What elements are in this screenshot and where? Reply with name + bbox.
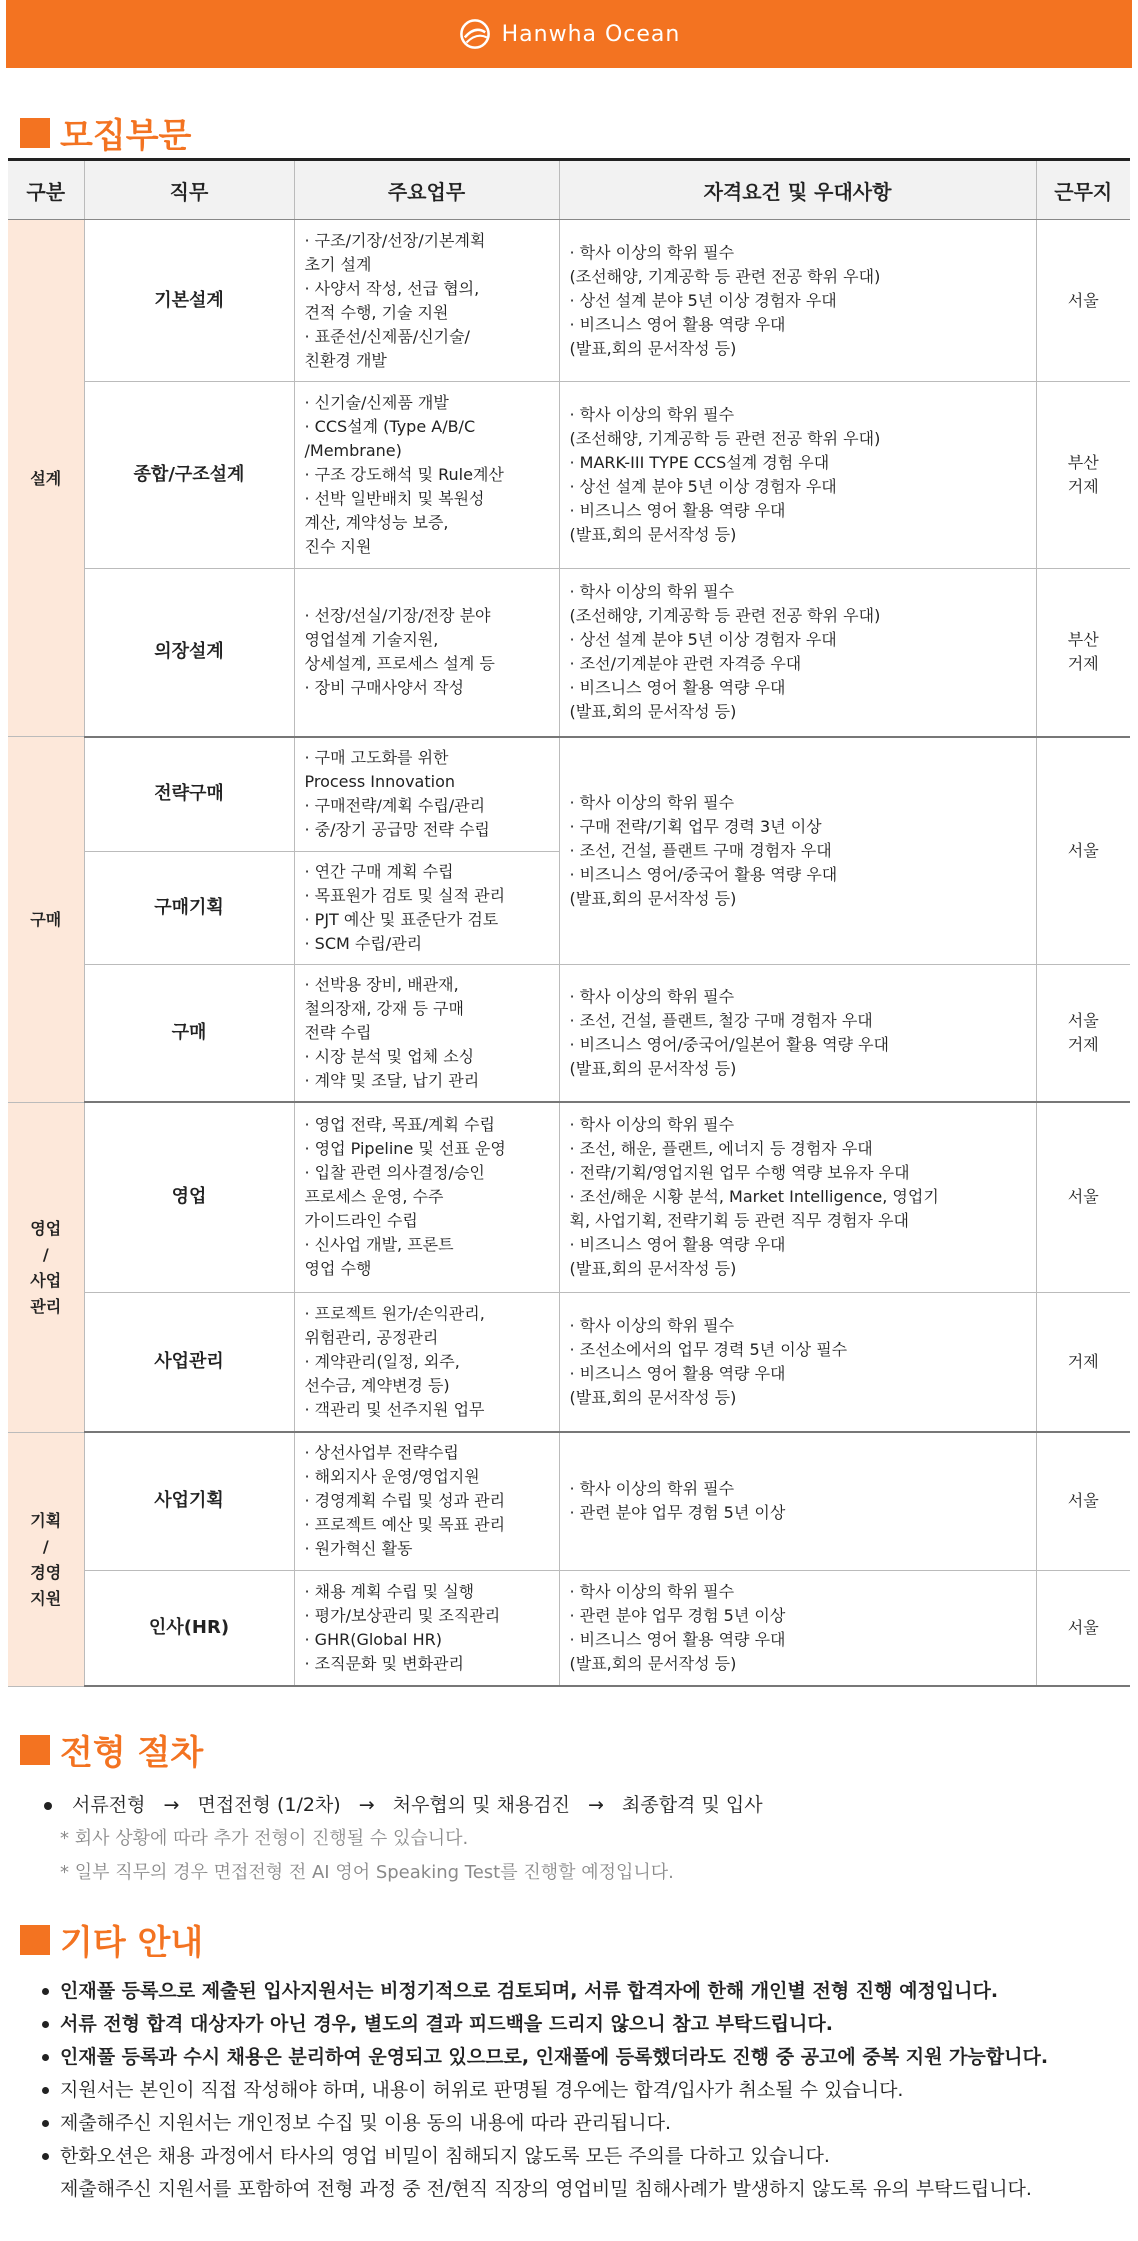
qualifications-cell: · 학사 이상의 학위 필수 · 조선, 해운, 플랜트, 에너지 등 경험자 우대 · 전략/기획/영업지원 업무 수행 역량 보유자 우대 · 조선/해운 시황 분석, Market Intelligence, 영업기 획, 사업기획, 전략기획 등 관련 직무 경험자 우대 · 비즈니스 영어 활용 역량 우대 (발표,회의 문서작성 등) — [559, 1102, 1036, 1292]
header-banner — [6, 0, 1132, 68]
location-cell: 서울 — [1036, 737, 1130, 965]
table-row — [8, 737, 1130, 852]
list-item: 인재풀 등록으로 제출된 입사지원서는 비정기적으로 검토되며, 서류 합격자에 한해 개인별 전형 진행 예정입니다. — [40, 1975, 1120, 2008]
location-cell: 서울 거제 — [1036, 965, 1130, 1103]
category-planning: 기획 / 경영 지원 — [8, 1432, 84, 1686]
list-item-line: 한화오션은 채용 과정에서 타사의 영업 비밀이 침해되지 않도록 모든 주의를 다하고 있습니다. — [60, 2145, 830, 2167]
qualifications-cell: · 학사 이상의 학위 필수 (조선해양, 기계공학 등 관련 전공 학위 우대) · MARK-III TYPE CCS설계 경험 우대 · 상선 설계 분야 5년 이상 경험자 우대 · 비즈니스 영어 활용 역량 우대 (발표,회의 문서작성 등) — [559, 382, 1036, 569]
etc-section-title — [20, 1915, 203, 1964]
list-item-line: 제출해주신 지원서를 포함하여 전형 과정 중 전/현직 직장의 영업비밀 침해사례가 발생하지 않도록 유의 부탁드립니다. — [60, 2178, 1032, 2200]
location-cell: 서울 — [1036, 1102, 1130, 1292]
duties-cell: · 구조/기장/선장/기본계획 초기 설계 · 사양서 작성, 선급 협의, 견적 수행, 기술 지원 · 표준선/신제품/신기술/ 친환경 개발 — [294, 220, 559, 382]
location-cell: 부산 거제 — [1036, 569, 1130, 737]
brand-name: Hanwha Ocean — [501, 21, 681, 47]
location-cell: 거제 — [1036, 1292, 1130, 1432]
header-qualifications: 자격요건 및 우대사항 — [559, 160, 1036, 220]
title-square-icon — [20, 118, 50, 148]
arrow-icon: → — [358, 1794, 375, 1816]
job-name: 구매기획 — [84, 852, 294, 965]
process-steps — [44, 1790, 763, 1817]
section-heading: 전형 절차 — [60, 1733, 204, 1773]
table-row — [8, 965, 1130, 1103]
duties-cell: · 프로젝트 원가/손익관리, 위험관리, 공정관리 · 계약관리(일정, 외주, 선수금, 계약변경 등) · 객관리 및 선주지원 업무 — [294, 1292, 559, 1432]
location-cell: 서울 — [1036, 220, 1130, 382]
table-row — [8, 1570, 1130, 1686]
table-row — [8, 1292, 1130, 1432]
recruit-section-title — [20, 108, 191, 157]
header-duties: 주요업무 — [294, 160, 559, 220]
list-item: 서류 전형 합격 대상자가 아닌 경우, 별도의 결과 피드백을 드리지 않으니 참고 부탁드립니다. — [40, 2008, 1120, 2041]
process-note: * 일부 직무의 경우 면접전형 전 AI 영어 Speaking Test를 진행할 예정입니다. — [60, 1862, 674, 1883]
job-name: 인사(HR) — [84, 1570, 294, 1686]
category-sales: 영업 / 사업 관리 — [8, 1102, 84, 1432]
list-item: 제출해주신 지원서는 개인정보 수집 및 이용 동의 내용에 따라 관리됩니다. — [40, 2107, 1120, 2140]
recruit-table — [8, 158, 1130, 1687]
duties-cell: · 연간 구매 계획 수립 · 목표원가 검토 및 실적 관리 · PJT 예산 및 표준단가 검토 · SCM 수립/관리 — [294, 852, 559, 965]
process-section-title — [20, 1725, 203, 1774]
job-name: 종합/구조설계 — [84, 382, 294, 569]
qualifications-cell: · 학사 이상의 학위 필수 · 구매 전략/기획 업무 경력 3년 이상 · 조선, 건설, 플랜트 구매 경험자 우대 · 비즈니스 영어/중국어 활용 역량 우대 (발표,회의 문서작성 등) — [559, 737, 1036, 965]
job-name: 사업기획 — [84, 1432, 294, 1570]
qualifications-cell: · 학사 이상의 학위 필수 · 관련 분야 업무 경험 5년 이상 — [559, 1432, 1036, 1570]
qualifications-cell: · 학사 이상의 학위 필수 · 관련 분야 업무 경험 5년 이상 · 비즈니스 영어 활용 역량 우대 (발표,회의 문서작성 등) — [559, 1570, 1036, 1686]
duties-cell: · 채용 계획 수립 및 실행 · 평가/보상관리 및 조직관리 · GHR(Global HR) · 조직문화 및 변화관리 — [294, 1570, 559, 1686]
qualifications-cell: · 학사 이상의 학위 필수 (조선해양, 기계공학 등 관련 전공 학위 우대) · 상선 설계 분야 5년 이상 경험자 우대 · 조선/기계분야 관련 자격증 우대 · 비즈니스 영어 활용 역량 우대 (발표,회의 문서작성 등) — [559, 569, 1036, 737]
list-item — [40, 2140, 1120, 2206]
qualifications-cell: · 학사 이상의 학위 필수 · 조선소에서의 업무 경력 5년 이상 필수 · 비즈니스 영어 활용 역량 우대 (발표,회의 문서작성 등) — [559, 1292, 1036, 1432]
duties-cell: · 신기술/신제품 개발 · CCS설계 (Type A/B/C /Membrane) · 구조 강도해석 및 Rule계산 · 선박 일반배치 및 복원성 계산, 계약성능 보증, 진수 지원 — [294, 382, 559, 569]
location-cell: 서울 — [1036, 1570, 1130, 1686]
location-cell: 부산 거제 — [1036, 382, 1130, 569]
table-row — [8, 382, 1130, 569]
title-square-icon — [20, 1925, 50, 1955]
step-2: 면접전형 (1/2차) — [197, 1794, 341, 1816]
process-note: * 회사 상황에 따라 추가 전형이 진행될 수 있습니다. — [60, 1828, 469, 1849]
table-header-row — [8, 160, 1130, 220]
table-row — [8, 1102, 1130, 1292]
duties-cell: · 영업 전략, 목표/계획 수립 · 영업 Pipeline 및 선표 운영 · 입찰 관련 의사결정/승인 프로세스 운영, 수주 가이드라인 수립 · 신사업 개발, 프론트 영업 수행 — [294, 1102, 559, 1292]
section-heading: 기타 안내 — [60, 1923, 204, 1963]
job-name: 영업 — [84, 1102, 294, 1292]
duties-cell: · 구매 고도화를 위한 Process Innovation · 구매전략/계획 수립/관리 · 중/장기 공급망 전략 수립 — [294, 737, 559, 852]
job-name: 의장설계 — [84, 569, 294, 737]
job-name: 사업관리 — [84, 1292, 294, 1432]
header-location: 근무지 — [1036, 160, 1130, 220]
bullet-icon — [44, 1802, 52, 1810]
category-design: 설계 — [8, 220, 84, 737]
section-heading: 모집부문 — [60, 116, 192, 156]
table-row — [8, 220, 1130, 382]
step-4: 최종합격 및 입사 — [622, 1794, 763, 1816]
etc-list — [40, 1975, 1120, 2206]
job-name: 기본설계 — [84, 220, 294, 382]
table-row — [8, 569, 1130, 737]
job-name: 구매 — [84, 965, 294, 1103]
duties-cell: · 선장/선실/기장/전장 분야 영업설계 기술지원, 상세설계, 프로세스 설계 등 · 장비 구매사양서 작성 — [294, 569, 559, 737]
duties-cell: · 상선사업부 전략수립 · 해외지사 운영/영업지원 · 경영계획 수립 및 성과 관리 · 프로젝트 예산 및 목표 관리 · 원가혁신 활동 — [294, 1432, 559, 1570]
category-purchase: 구매 — [8, 737, 84, 1103]
step-3: 처우협의 및 채용검진 — [392, 1794, 570, 1816]
title-square-icon — [20, 1735, 50, 1765]
qualifications-cell: · 학사 이상의 학위 필수 (조선해양, 기계공학 등 관련 전공 학위 우대) · 상선 설계 분야 5년 이상 경험자 우대 · 비즈니스 영어 활용 역량 우대 (발표,회의 문서작성 등) — [559, 220, 1036, 382]
qualifications-cell: · 학사 이상의 학위 필수 · 조선, 건설, 플랜트, 철강 구매 경험자 우대 · 비즈니스 영어/중국어/일본어 활용 역량 우대 (발표,회의 문서작성 등) — [559, 965, 1036, 1103]
list-item: 지원서는 본인이 직접 작성해야 하며, 내용이 허위로 판명될 경우에는 합격/입사가 취소될 수 있습니다. — [40, 2074, 1120, 2107]
location-cell: 서울 — [1036, 1432, 1130, 1570]
job-name: 전략구매 — [84, 737, 294, 852]
header-job: 직무 — [84, 160, 294, 220]
hanwha-logo-icon — [458, 17, 492, 51]
arrow-icon: → — [588, 1794, 604, 1816]
list-item: 인재풀 등록과 수시 채용은 분리하여 운영되고 있으므로, 인재풀에 등록했더라도 진행 중 공고에 중복 지원 가능합니다. — [40, 2041, 1120, 2074]
arrow-icon: → — [163, 1794, 180, 1816]
table-row — [8, 1432, 1130, 1570]
step-1: 서류전형 — [72, 1794, 146, 1816]
duties-cell: · 선박용 장비, 배관재, 철의장재, 강재 등 구매 전략 수립 · 시장 분석 및 업체 소싱 · 계약 및 조달, 납기 관리 — [294, 965, 559, 1103]
header-category: 구분 — [8, 160, 84, 220]
